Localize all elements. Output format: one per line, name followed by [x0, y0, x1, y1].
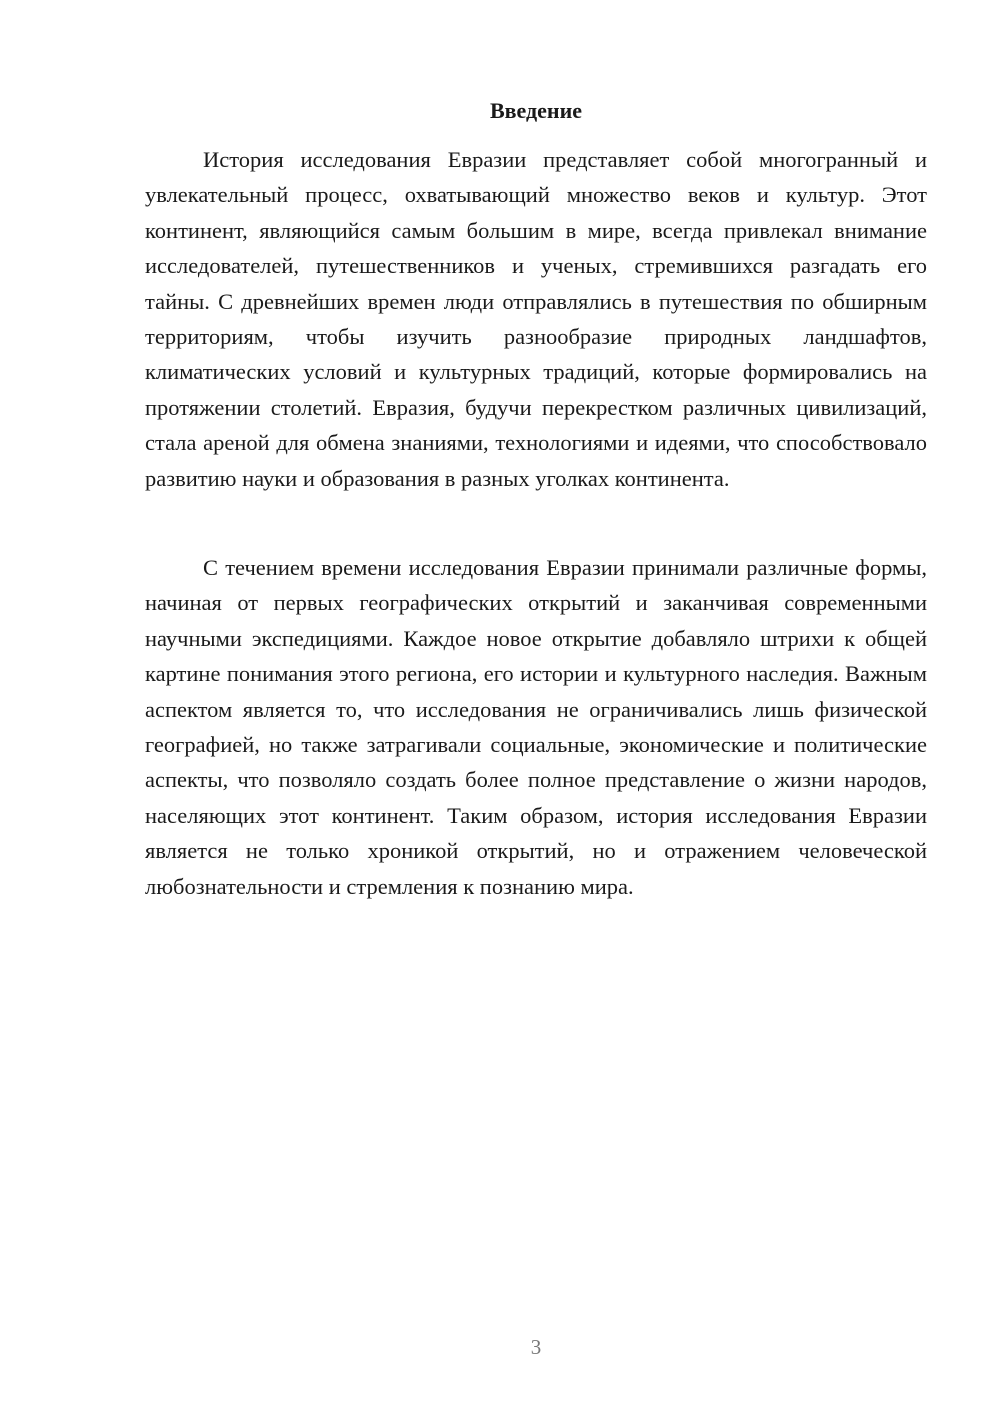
section-title: Введение: [489, 98, 583, 123]
paragraph-2: С течением времени исследования Евразии принимали различные формы, начиная от первых географических открытий и заканчивая современными научными экспедициями. Каждое новое открытие добавляло штрихи к общей картине понимания этого региона, его истории и культурного наследия. Важным аспектом является то, что исследования не ограничивались лишь физической географией, но также затрагивали социальные, экономические и политические аспекты, что позволяло создать более полное представление о жизни народов, населяющих этот континент. Таким образом, история исследования Евразии является не только хроникой открытий, но и отражением человеческой любознательности и стремления к познанию мира.: [145, 555, 927, 899]
page-number: 3: [530, 1335, 542, 1359]
paragraph-1: История исследования Евразии представляет собой многогранный и увлекательный процесс, охватывающий множество веков и культур. Этот континент, являющийся самым большим в мире, всегда привлекал внимание исследователей, путешественников и ученых, стремившихся разгадать его тайны. С древнейших времен люди отправлялись в путешествия по обширным территориям, чтобы изучить разнообразие природных ландшафтов, климатических условий и культурных традиций, которые формировались на протяжении столетий. Евразия, будучи перекрестком различных цивилизаций, стала ареной для обмена знаниями, технологиями и идеями, что способствовало развитию науки и образования в разных уголках континента.: [145, 147, 927, 491]
